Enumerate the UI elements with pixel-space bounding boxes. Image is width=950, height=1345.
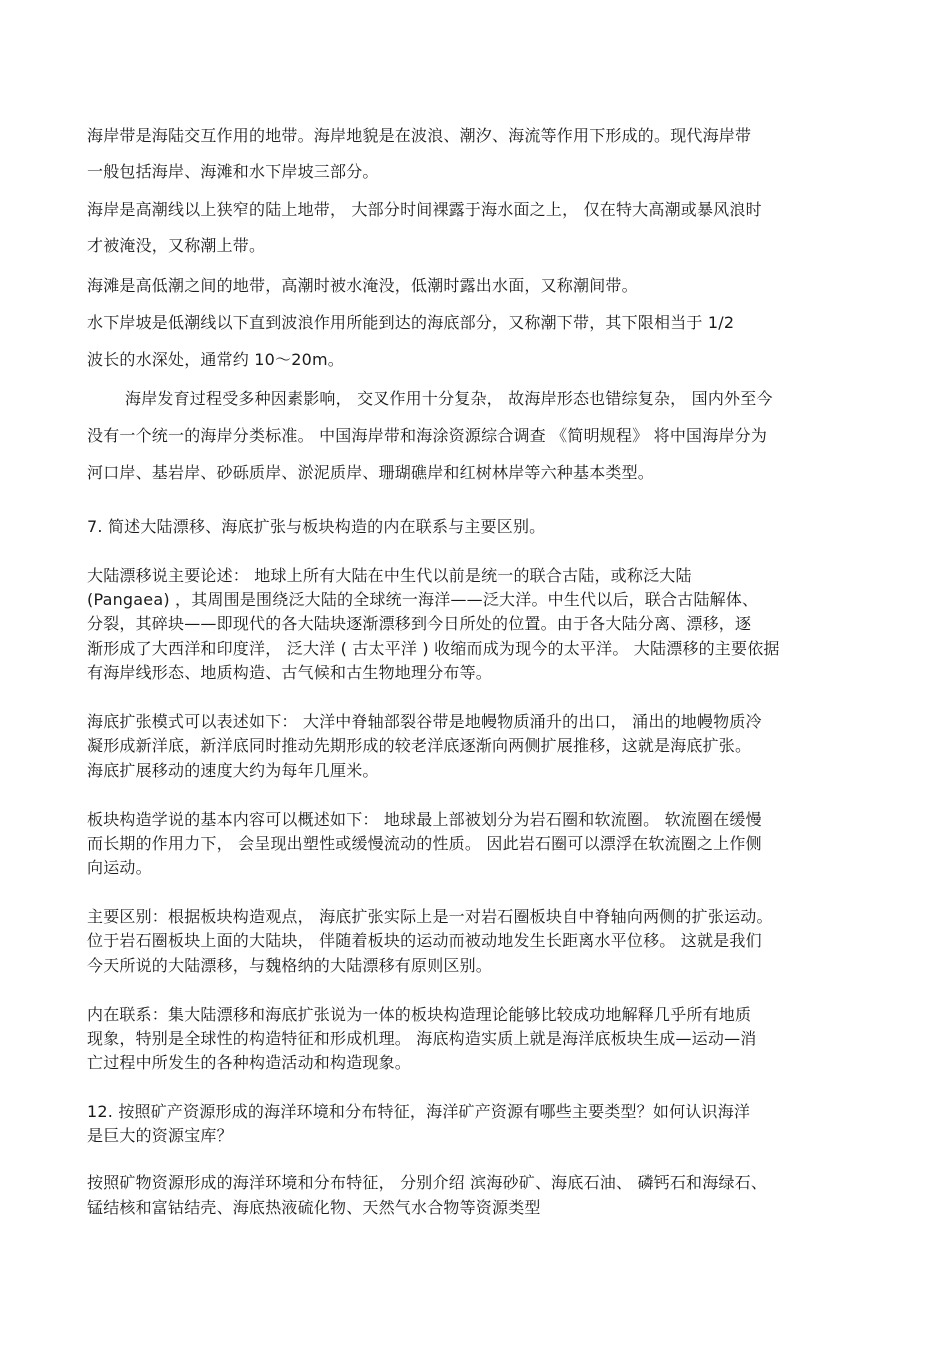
text-line: 水下岸坡是低潮线以下直到波浪作用所能到达的海底部分，又称潮下带，其下限相当于 1/2	[87, 313, 735, 332]
text-line: 而长期的作用力下， 会呈现出塑性或缓慢流动的性质。 因此岩石圈可以漂浮在软流圈之上作侧	[87, 834, 762, 853]
text-line: 凝形成新洋底，新洋底同时推动先期形成的较老洋底逐渐向两侧扩展推移，这就是海底扩张。	[87, 736, 752, 755]
text-line: 波长的水深处，通常约 10～20m。	[87, 350, 344, 369]
text-line: 今天所说的大陆漂移，与魏格纳的大陆漂移有原则区别。	[87, 956, 493, 975]
text-line: 海底扩展移动的速度大约为每年几厘米。	[87, 761, 379, 780]
text-line: 没有一个统一的海岸分类标准。 中国海岸带和海涂资源综合调查 《简明规程》 将中国海岸分为	[87, 426, 768, 445]
question-heading: 7. 简述大陆漂移、海底扩张与板块构造的内在联系与主要区别。	[87, 517, 546, 536]
text-line: 海滩是高低潮之间的地带，高潮时被水淹没，低潮时露出水面，又称潮间带。	[87, 276, 638, 295]
text-line: (Pangaea) ，其周围是围绕泛大陆的全球统一海洋——泛大洋。中生代以后，联合古陆解体、	[87, 590, 759, 609]
question-heading: 是巨大的资源宝库？	[87, 1126, 233, 1145]
text-line: 按照矿物资源形成的海洋环境和分布特征， 分别介绍 滨海砂矿、海底石油、 磷钙石和海绿石、	[87, 1173, 768, 1192]
text-line: 板块构造学说的基本内容可以概述如下： 地球最上部被划分为岩石圈和软流圈。 软流圈在缓慢	[87, 810, 762, 829]
text-line: 河口岸、基岩岸、砂砾质岸、淤泥质岸、珊瑚礁岸和红树林岸等六种基本类型。	[87, 463, 655, 482]
text-line: 才被淹没，又称潮上带。	[87, 236, 266, 255]
text-line: 分裂，其碎块——即现代的各大陆块逐渐漂移到今日所处的位置。由于各大陆分离、漂移，逐	[87, 614, 752, 633]
text-line: 亡过程中所发生的各种构造活动和构造现象。	[87, 1053, 412, 1072]
text-line: 海岸是高潮线以上狭窄的陆上地带， 大部分时间裸露于海水面之上， 仅在特大高潮或暴风浪时	[87, 200, 762, 219]
text-line: 海底扩张模式可以表述如下： 大洋中脊轴部裂谷带是地幔物质涌升的出口， 涌出的地幔物质冷	[87, 712, 762, 731]
text-line: 大陆漂移说主要论述： 地球上所有大陆在中生代以前是统一的联合古陆，或称泛大陆	[87, 566, 692, 585]
text-line: 渐形成了大西洋和印度洋， 泛大洋 ( 古太平洋 ) 收缩而成为现今的太平洋。 大陆漂移的主要依据	[87, 639, 780, 658]
text-line: 海岸带是海陆交互作用的地带。海岸地貌是在波浪、潮汐、海流等作用下形成的。现代海岸带	[87, 126, 752, 145]
text-line: 位于岩石圈板块上面的大陆块， 伴随着板块的运动而被动地发生长距离水平位移。 这就是我们	[87, 931, 762, 950]
question-heading: 12. 按照矿产资源形成的海洋环境和分布特征，海洋矿产资源有哪些主要类型？如何认识海洋	[87, 1102, 751, 1121]
text-line: 主要区别：根据板块构造观点， 海底扩张实际上是一对岩石圈板块自中脊轴向两侧的扩张运动。	[87, 907, 773, 926]
text-line: 一般包括海岸、海滩和水下岸坡三部分。	[87, 162, 379, 181]
text-line: 有海岸线形态、地质构造、古气候和古生物地理分布等。	[87, 663, 493, 682]
text-line: 海岸发育过程受多种因素影响， 交叉作用十分复杂， 故海岸形态也错综复杂， 国内外至今	[125, 389, 773, 408]
text-line: 内在联系：集大陆漂移和海底扩张说为一体的板块构造理论能够比较成功地解释几乎所有地质	[87, 1005, 752, 1024]
text-line: 现象，特别是全球性的构造特征和形成机理。 海底构造实质上就是海洋底板块生成—运动—消	[87, 1029, 757, 1048]
text-line: 锰结核和富钴结壳、海底热液硫化物、天然气水合物等资源类型	[87, 1198, 541, 1217]
text-line: 向运动。	[87, 858, 152, 877]
